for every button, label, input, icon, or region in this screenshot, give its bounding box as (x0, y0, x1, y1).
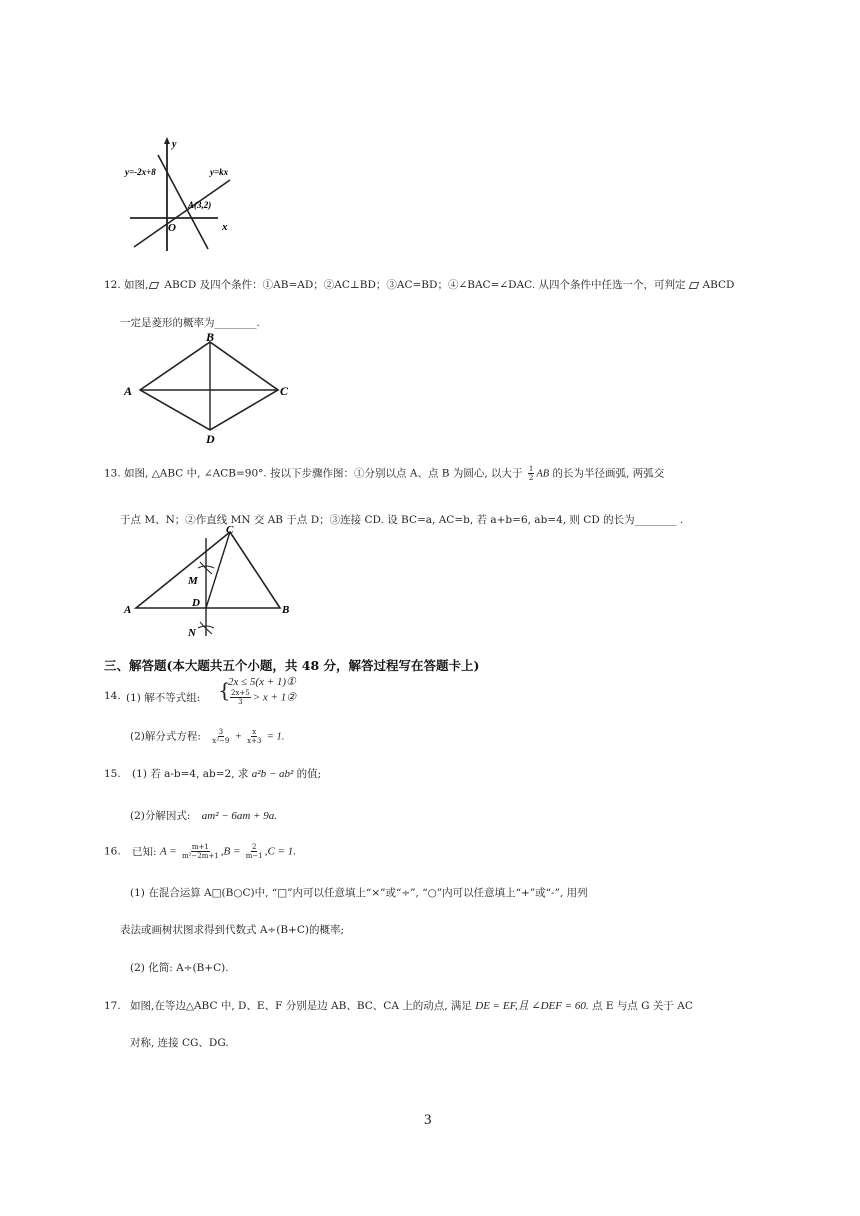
segment-cd (206, 532, 230, 608)
q16-part1-line2: 表法或画树状图求得到代数式 A÷(B+C)的概率; (120, 924, 344, 936)
parallelogram-icon (688, 282, 699, 289)
q16-part1-line1: (1) 在混合运算 A□(B○C)中, “□”内可以任意填上“×”或“÷”, “○”内可以任意填上“+”或“-”, 用列 (130, 887, 588, 899)
fraction-2x5-over-3: $\frac{2x+5}{3}$ (231, 689, 250, 706)
line-y-kx (134, 180, 230, 247)
q15-line2 (130, 808, 277, 823)
point-n-label: N (188, 627, 196, 639)
label-origin: O (168, 222, 176, 234)
figure-q12-rhombus (118, 330, 298, 448)
q13-text-a: 如图, △ABC 中, ∠ACB=90°. 按以下步骤作图：①分别以点 A、点 B 为圆心, 以大于 (124, 467, 523, 480)
q14-part1-label: (1) 解不等式组: (126, 692, 201, 704)
q15-part1-end: 的值; (296, 768, 322, 780)
q12-text-a: 如图, (124, 279, 149, 291)
fraction-a: $\frac{m+1}{\text{m²−2m+1}}$ (181, 843, 219, 860)
point-m-label: M (188, 575, 198, 587)
vertex-a-label: A (124, 604, 132, 616)
vertex-b-label: B (206, 330, 215, 344)
vertex-c-label: C (280, 384, 289, 398)
q16-number: 16. (104, 845, 121, 858)
q17-line2: 对称, 连接 CG、DG. (130, 1037, 229, 1049)
point-d-label: D (192, 597, 200, 609)
label-axis-y: y (172, 139, 177, 150)
fraction-3-over-x2m9: $\frac{3}{\text{x²−9}}$ (212, 728, 230, 745)
inequality-2: $\frac{2x+5}{3}$ > x + 1② (231, 689, 297, 706)
q16-intro: 已知: (132, 845, 157, 858)
section-heading: 三、解答题(本大题共五个小题，共 48 分，解答过程写在答题卡上) (104, 658, 480, 673)
q12-line2: 一定是菱形的概率为________. (120, 317, 260, 329)
q12-line1 (104, 277, 734, 292)
expr-factor: am² − 6am + 9a. (201, 810, 278, 822)
inequality-1: 2x ≤ 5(x + 1)① (228, 676, 296, 688)
q17-condition: DE = EF,且 ∠DEF = 60. (475, 1000, 589, 1012)
expr-a2b-ab2: a²b − ab² (251, 768, 294, 780)
q17-number: 17. (104, 1000, 121, 1012)
q16-line1: 16. 已知: A = $\frac{m+1}{\text{m²−2m+1}}$ ,B = $\frac{2}{m-1}$ ,C = 1. (104, 843, 296, 860)
q17-line1 (104, 997, 693, 1013)
q12-number: 12. (104, 279, 121, 291)
fraction-x-over-x3: $\frac{x}{x+3}$ (247, 728, 262, 745)
q12-text-c: ABCD (702, 279, 735, 291)
page-number: 3 (424, 1112, 432, 1128)
q17-text-b: 点 E 与点 G 关于 AC (592, 1000, 693, 1012)
vertex-c-label: C (226, 524, 234, 536)
vertex-d-label: D (206, 432, 215, 446)
q16-part2: (2) 化简: A÷(B+C). (130, 962, 229, 974)
q13-line2: 于点 M、N；②作直线 MN 交 AB 于点 D；③连接 CD. 设 BC=a, AC=b, 若 a+b=6, ab=4, 则 CD 的长为________ . (120, 514, 684, 526)
system-brace: { (218, 678, 231, 702)
figure-q13-triangle (118, 524, 303, 642)
label-y-kx: y=kx (210, 167, 229, 177)
figure-q11-graph (120, 135, 240, 255)
q15-line1 (104, 766, 321, 781)
q13-line1 (104, 465, 664, 482)
label-point-a: A(3,2) (188, 200, 212, 210)
label-axis-x: x (222, 221, 228, 233)
vertex-a-label: A (124, 384, 133, 398)
rhombus-abcd (140, 342, 278, 430)
q15-part2-text: (2)分解因式: (130, 810, 191, 822)
fraction-b: $\frac{2}{m-1}$ (245, 843, 263, 860)
q14-number: 14. (104, 690, 121, 702)
q15-number: 15. (104, 768, 121, 780)
fraction-one-half: $\frac{1}{2}$ (528, 465, 534, 482)
parallelogram-icon (149, 282, 160, 289)
segment-ab: AB (536, 468, 550, 480)
q13-text-b: 的长为半径画弧, 两弧交 (552, 467, 665, 480)
q12-text-b: ABCD 及四个条件：①AB=AD；②AC⊥BD；③AC=BD；④∠BAC=∠DAC. 从四个条件中任选一个，可判定 (164, 279, 686, 291)
q14-part2-label: (2)解分式方程: (130, 730, 201, 743)
label-y-neg2x-plus8: y=-2x+8 (125, 167, 156, 177)
q15-part1-text: (1) 若 a-b=4, ab=2, 求 (132, 768, 249, 780)
q17-text-a: 如图,在等边△ABC 中, D、E、F 分别是边 AB、BC、CA 上的动点, 满足 (130, 1000, 472, 1012)
q13-number: 13. (104, 467, 121, 480)
q14-part2: (2)解分式方程: $\frac{3}{\text{x²−9}}$ + $\frac{x}{x+3}$ = 1. (130, 728, 285, 745)
vertex-b-label: B (282, 604, 290, 616)
